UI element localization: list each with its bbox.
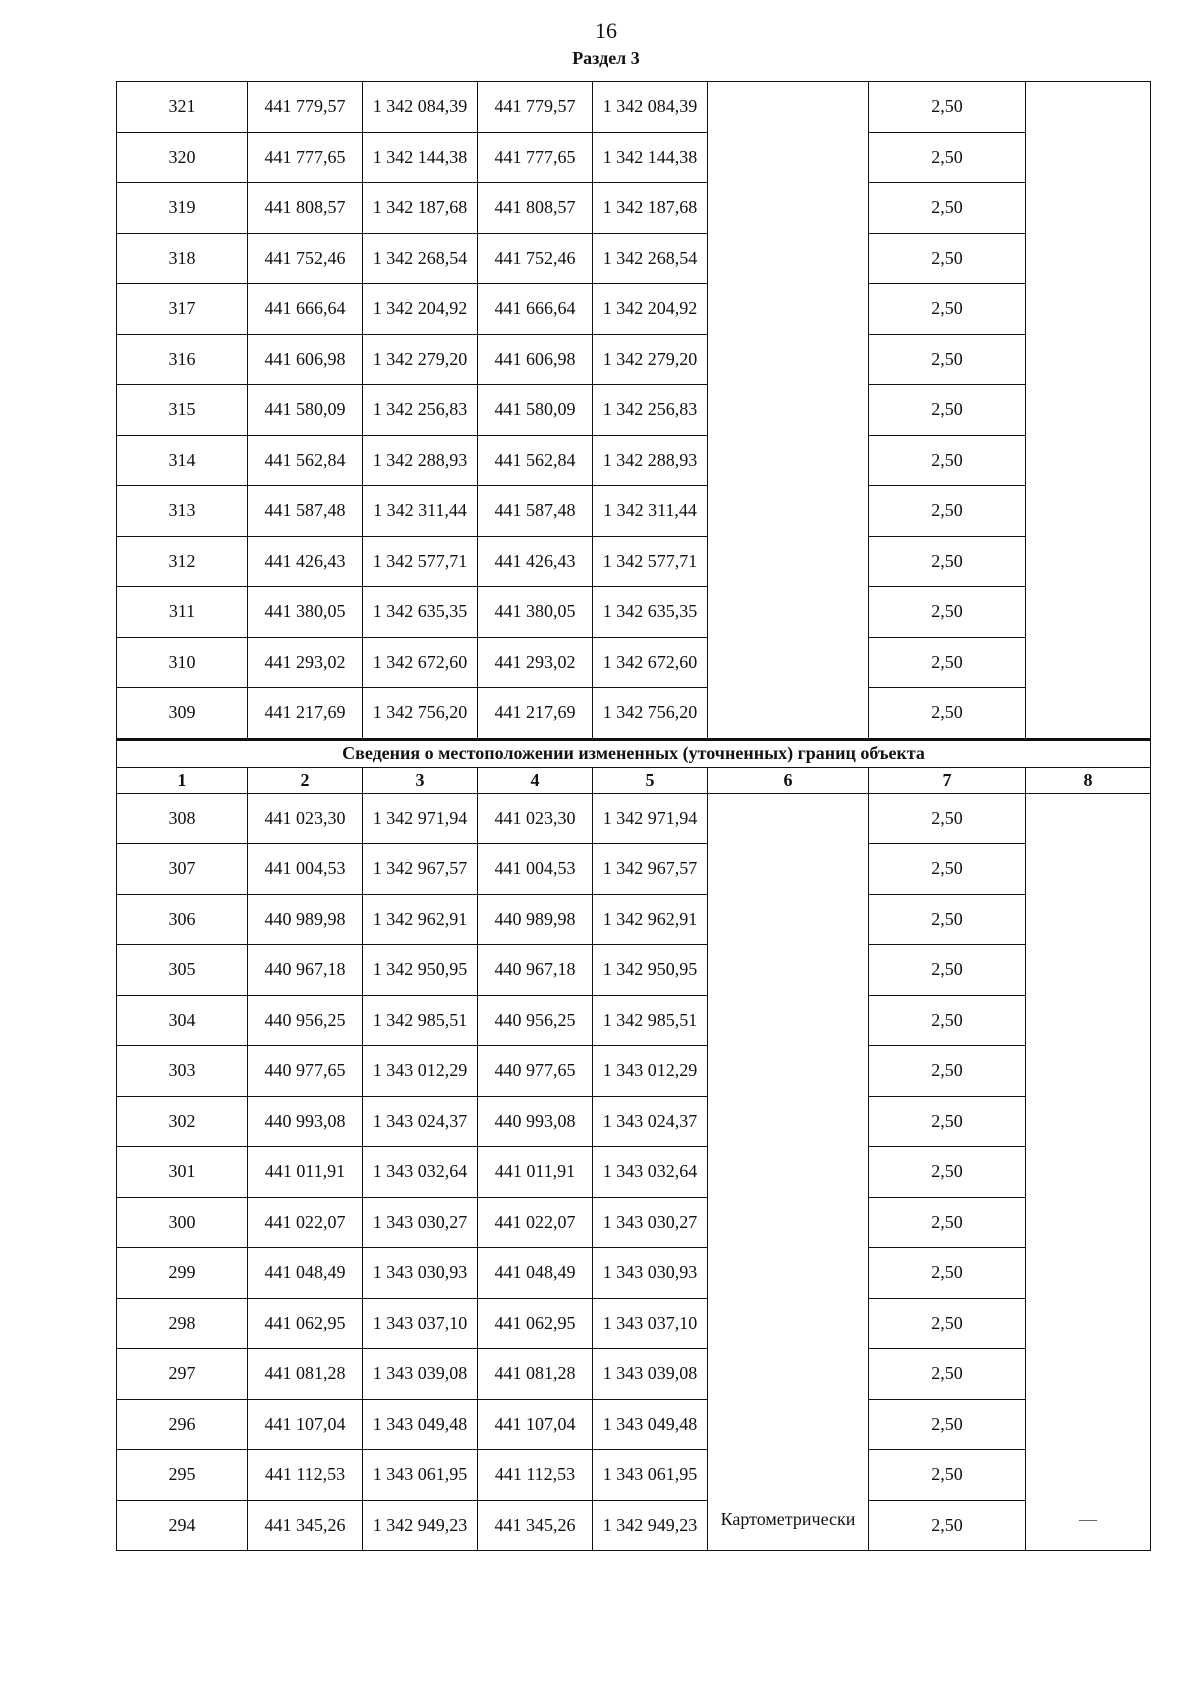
- table-body: [117, 82, 1151, 1551]
- point-number-cell: 300: [117, 1197, 248, 1248]
- method-text: Картометрически: [720, 1509, 856, 1529]
- point-number-cell: 318: [117, 233, 248, 284]
- section-heading: Сведения о местоположении измененных (уточненных) границ объекта: [117, 739, 1151, 767]
- precision-cell: 2,50: [869, 1248, 1026, 1299]
- new-y-cell: 1 343 049,48: [593, 1399, 708, 1450]
- note-cell: [1026, 82, 1151, 740]
- precision-cell: 2,50: [869, 1399, 1026, 1450]
- existing-y-cell: 1 343 024,37: [363, 1096, 478, 1147]
- existing-y-cell: 1 343 032,64: [363, 1147, 478, 1198]
- column-number-5: 5: [593, 767, 708, 793]
- existing-x-cell: 440 977,65: [248, 1046, 363, 1097]
- existing-x-cell: 441 345,26: [248, 1500, 363, 1551]
- existing-y-cell: 1 342 756,20: [363, 688, 478, 740]
- table-row: [117, 1046, 1151, 1097]
- point-number-cell: 314: [117, 435, 248, 486]
- point-number-cell: 304: [117, 995, 248, 1046]
- table-row: [117, 1197, 1151, 1248]
- existing-x-cell: 441 011,91: [248, 1147, 363, 1198]
- point-number-cell: 316: [117, 334, 248, 385]
- table-row: [117, 385, 1151, 436]
- precision-cell: 2,50: [869, 1450, 1026, 1501]
- new-y-cell: 1 343 061,95: [593, 1450, 708, 1501]
- new-x-cell: 441 666,64: [478, 284, 593, 335]
- existing-x-cell: 441 293,02: [248, 637, 363, 688]
- point-number-cell: 302: [117, 1096, 248, 1147]
- new-x-cell: 441 112,53: [478, 1450, 593, 1501]
- table-row: [117, 688, 1151, 740]
- existing-x-cell: 441 022,07: [248, 1197, 363, 1248]
- new-x-cell: 441 022,07: [478, 1197, 593, 1248]
- existing-y-cell: 1 342 144,38: [363, 132, 478, 183]
- existing-x-cell: 440 967,18: [248, 945, 363, 996]
- new-x-cell: 441 011,91: [478, 1147, 593, 1198]
- note-cell: [1026, 793, 1151, 1551]
- existing-x-cell: 441 112,53: [248, 1450, 363, 1501]
- table-row: [117, 334, 1151, 385]
- existing-x-cell: 441 426,43: [248, 536, 363, 587]
- new-x-cell: 441 081,28: [478, 1349, 593, 1400]
- table-row: [117, 1450, 1151, 1501]
- new-y-cell: 1 342 187,68: [593, 183, 708, 234]
- existing-y-cell: 1 342 279,20: [363, 334, 478, 385]
- precision-cell: 2,50: [869, 385, 1026, 436]
- section-title: Раздел 3: [572, 48, 640, 68]
- table-row: [117, 995, 1151, 1046]
- existing-y-cell: 1 342 967,57: [363, 844, 478, 895]
- table-row: [117, 1298, 1151, 1349]
- precision-cell: 2,50: [869, 284, 1026, 335]
- new-x-cell: 441 217,69: [478, 688, 593, 740]
- existing-x-cell: 441 048,49: [248, 1248, 363, 1299]
- new-x-cell: 440 989,98: [478, 894, 593, 945]
- existing-x-cell: 441 081,28: [248, 1349, 363, 1400]
- precision-cell: 2,50: [869, 1349, 1026, 1400]
- point-number-cell: 309: [117, 688, 248, 740]
- precision-cell: 2,50: [869, 435, 1026, 486]
- new-y-cell: 1 343 032,64: [593, 1147, 708, 1198]
- existing-y-cell: 1 342 311,44: [363, 486, 478, 537]
- section-heading-row: [117, 739, 1151, 767]
- point-number-cell: 294: [117, 1500, 248, 1551]
- existing-x-cell: 441 606,98: [248, 334, 363, 385]
- precision-cell: 2,50: [869, 637, 1026, 688]
- new-y-cell: 1 342 256,83: [593, 385, 708, 436]
- precision-cell: 2,50: [869, 945, 1026, 996]
- existing-x-cell: 441 777,65: [248, 132, 363, 183]
- new-x-cell: 440 956,25: [478, 995, 593, 1046]
- precision-cell: 2,50: [869, 233, 1026, 284]
- table-row: [117, 233, 1151, 284]
- new-y-cell: 1 342 288,93: [593, 435, 708, 486]
- column-number-1: 1: [117, 767, 248, 793]
- existing-x-cell: 441 107,04: [248, 1399, 363, 1450]
- point-number-cell: 297: [117, 1349, 248, 1400]
- existing-y-cell: 1 343 039,08: [363, 1349, 478, 1400]
- new-x-cell: 441 562,84: [478, 435, 593, 486]
- point-number-cell: 301: [117, 1147, 248, 1198]
- column-numbers-row: [117, 767, 1151, 793]
- new-x-cell: 441 345,26: [478, 1500, 593, 1551]
- precision-cell: 2,50: [869, 894, 1026, 945]
- table-row: [117, 587, 1151, 638]
- point-number-cell: 296: [117, 1399, 248, 1450]
- point-number-cell: 312: [117, 536, 248, 587]
- existing-x-cell: 441 562,84: [248, 435, 363, 486]
- precision-cell: 2,50: [869, 486, 1026, 537]
- new-x-cell: 441 293,02: [478, 637, 593, 688]
- table-row: [117, 284, 1151, 335]
- precision-cell: 2,50: [869, 132, 1026, 183]
- table-row: [117, 1500, 1151, 1551]
- new-x-cell: 441 062,95: [478, 1298, 593, 1349]
- new-y-cell: 1 342 144,38: [593, 132, 708, 183]
- new-y-cell: 1 342 635,35: [593, 587, 708, 638]
- existing-x-cell: 441 217,69: [248, 688, 363, 740]
- column-number-8: 8: [1026, 767, 1151, 793]
- column-number-4: 4: [478, 767, 593, 793]
- method-cell: [708, 82, 869, 740]
- table-row: [117, 1147, 1151, 1198]
- existing-y-cell: 1 343 012,29: [363, 1046, 478, 1097]
- table-row: [117, 82, 1151, 133]
- precision-cell: 2,50: [869, 1298, 1026, 1349]
- existing-x-cell: 440 993,08: [248, 1096, 363, 1147]
- point-number-cell: 311: [117, 587, 248, 638]
- new-y-cell: 1 343 037,10: [593, 1298, 708, 1349]
- table-row: [117, 894, 1151, 945]
- existing-x-cell: 441 004,53: [248, 844, 363, 895]
- new-x-cell: 441 779,57: [478, 82, 593, 133]
- new-y-cell: 1 342 672,60: [593, 637, 708, 688]
- existing-y-cell: 1 342 950,95: [363, 945, 478, 996]
- new-y-cell: 1 343 030,27: [593, 1197, 708, 1248]
- precision-cell: 2,50: [869, 1147, 1026, 1198]
- table-row: [117, 1399, 1151, 1450]
- new-y-cell: 1 342 204,92: [593, 284, 708, 335]
- new-y-cell: 1 342 971,94: [593, 793, 708, 844]
- new-y-cell: 1 342 279,20: [593, 334, 708, 385]
- existing-x-cell: 441 023,30: [248, 793, 363, 844]
- table-row: [117, 945, 1151, 996]
- point-number-cell: 306: [117, 894, 248, 945]
- existing-x-cell: 441 779,57: [248, 82, 363, 133]
- new-x-cell: 441 606,98: [478, 334, 593, 385]
- column-number-6: 6: [708, 767, 869, 793]
- existing-y-cell: 1 342 971,94: [363, 793, 478, 844]
- precision-cell: 2,50: [869, 793, 1026, 844]
- existing-y-cell: 1 343 030,93: [363, 1248, 478, 1299]
- existing-y-cell: 1 342 084,39: [363, 82, 478, 133]
- new-y-cell: 1 342 577,71: [593, 536, 708, 587]
- existing-y-cell: 1 342 577,71: [363, 536, 478, 587]
- existing-y-cell: 1 342 256,83: [363, 385, 478, 436]
- existing-x-cell: 440 989,98: [248, 894, 363, 945]
- new-y-cell: 1 343 030,93: [593, 1248, 708, 1299]
- existing-y-cell: 1 342 949,23: [363, 1500, 478, 1551]
- existing-y-cell: 1 342 635,35: [363, 587, 478, 638]
- column-number-2: 2: [248, 767, 363, 793]
- table-row: [117, 435, 1151, 486]
- new-x-cell: 441 752,46: [478, 233, 593, 284]
- table-row: [117, 1349, 1151, 1400]
- column-number-3: 3: [363, 767, 478, 793]
- point-number-cell: 317: [117, 284, 248, 335]
- table-row: [117, 1096, 1151, 1147]
- existing-y-cell: 1 342 985,51: [363, 995, 478, 1046]
- table-row: [117, 536, 1151, 587]
- new-y-cell: 1 342 985,51: [593, 995, 708, 1046]
- new-x-cell: 441 048,49: [478, 1248, 593, 1299]
- existing-y-cell: 1 342 288,93: [363, 435, 478, 486]
- new-y-cell: 1 342 756,20: [593, 688, 708, 740]
- existing-y-cell: 1 342 187,68: [363, 183, 478, 234]
- table-row: [117, 132, 1151, 183]
- new-x-cell: 440 993,08: [478, 1096, 593, 1147]
- new-x-cell: 440 967,18: [478, 945, 593, 996]
- new-y-cell: 1 343 024,37: [593, 1096, 708, 1147]
- point-number-cell: 305: [117, 945, 248, 996]
- new-y-cell: 1 342 949,23: [593, 1500, 708, 1551]
- precision-cell: 2,50: [869, 536, 1026, 587]
- point-number-cell: 319: [117, 183, 248, 234]
- existing-x-cell: 441 062,95: [248, 1298, 363, 1349]
- existing-x-cell: 441 587,48: [248, 486, 363, 537]
- new-y-cell: 1 343 039,08: [593, 1349, 708, 1400]
- precision-cell: 2,50: [869, 183, 1026, 234]
- new-x-cell: 441 380,05: [478, 587, 593, 638]
- new-y-cell: 1 342 950,95: [593, 945, 708, 996]
- precision-cell: 2,50: [869, 844, 1026, 895]
- point-number-cell: 320: [117, 132, 248, 183]
- point-number-cell: 310: [117, 637, 248, 688]
- table-row: [117, 637, 1151, 688]
- existing-y-cell: 1 342 672,60: [363, 637, 478, 688]
- coordinates-table: [116, 81, 1151, 1551]
- new-x-cell: 441 580,09: [478, 385, 593, 436]
- point-number-cell: 299: [117, 1248, 248, 1299]
- existing-y-cell: 1 342 204,92: [363, 284, 478, 335]
- existing-x-cell: 441 666,64: [248, 284, 363, 335]
- table-row: [117, 844, 1151, 895]
- precision-cell: 2,50: [869, 1500, 1026, 1551]
- existing-x-cell: 441 752,46: [248, 233, 363, 284]
- new-x-cell: 441 587,48: [478, 486, 593, 537]
- new-x-cell: 441 426,43: [478, 536, 593, 587]
- existing-y-cell: 1 343 049,48: [363, 1399, 478, 1450]
- new-y-cell: 1 342 962,91: [593, 894, 708, 945]
- note-dash: —: [1079, 1509, 1097, 1529]
- point-number-cell: 315: [117, 385, 248, 436]
- existing-y-cell: 1 343 037,10: [363, 1298, 478, 1349]
- precision-cell: 2,50: [869, 1197, 1026, 1248]
- new-x-cell: 441 023,30: [478, 793, 593, 844]
- point-number-cell: 321: [117, 82, 248, 133]
- table-row: [117, 486, 1151, 537]
- page-number: 16: [595, 18, 617, 43]
- existing-y-cell: 1 342 962,91: [363, 894, 478, 945]
- existing-y-cell: 1 343 061,95: [363, 1450, 478, 1501]
- point-number-cell: 308: [117, 793, 248, 844]
- new-y-cell: 1 343 012,29: [593, 1046, 708, 1097]
- precision-cell: 2,50: [869, 587, 1026, 638]
- table-row: [117, 793, 1151, 844]
- new-y-cell: 1 342 084,39: [593, 82, 708, 133]
- new-x-cell: 441 777,65: [478, 132, 593, 183]
- point-number-cell: 307: [117, 844, 248, 895]
- new-y-cell: 1 342 967,57: [593, 844, 708, 895]
- point-number-cell: 313: [117, 486, 248, 537]
- point-number-cell: 295: [117, 1450, 248, 1501]
- precision-cell: 2,50: [869, 688, 1026, 740]
- precision-cell: 2,50: [869, 334, 1026, 385]
- new-y-cell: 1 342 268,54: [593, 233, 708, 284]
- point-number-cell: 303: [117, 1046, 248, 1097]
- new-x-cell: 441 107,04: [478, 1399, 593, 1450]
- existing-x-cell: 441 808,57: [248, 183, 363, 234]
- new-y-cell: 1 342 311,44: [593, 486, 708, 537]
- new-x-cell: 441 808,57: [478, 183, 593, 234]
- existing-x-cell: 441 580,09: [248, 385, 363, 436]
- precision-cell: 2,50: [869, 1046, 1026, 1097]
- existing-y-cell: 1 343 030,27: [363, 1197, 478, 1248]
- method-cell: [708, 793, 869, 1551]
- precision-cell: 2,50: [869, 82, 1026, 133]
- column-number-7: 7: [869, 767, 1026, 793]
- existing-y-cell: 1 342 268,54: [363, 233, 478, 284]
- existing-x-cell: 440 956,25: [248, 995, 363, 1046]
- point-number-cell: 298: [117, 1298, 248, 1349]
- precision-cell: 2,50: [869, 1096, 1026, 1147]
- precision-cell: 2,50: [869, 995, 1026, 1046]
- table-row: [117, 1248, 1151, 1299]
- new-x-cell: 440 977,65: [478, 1046, 593, 1097]
- new-x-cell: 441 004,53: [478, 844, 593, 895]
- table-row: [117, 183, 1151, 234]
- existing-x-cell: 441 380,05: [248, 587, 363, 638]
